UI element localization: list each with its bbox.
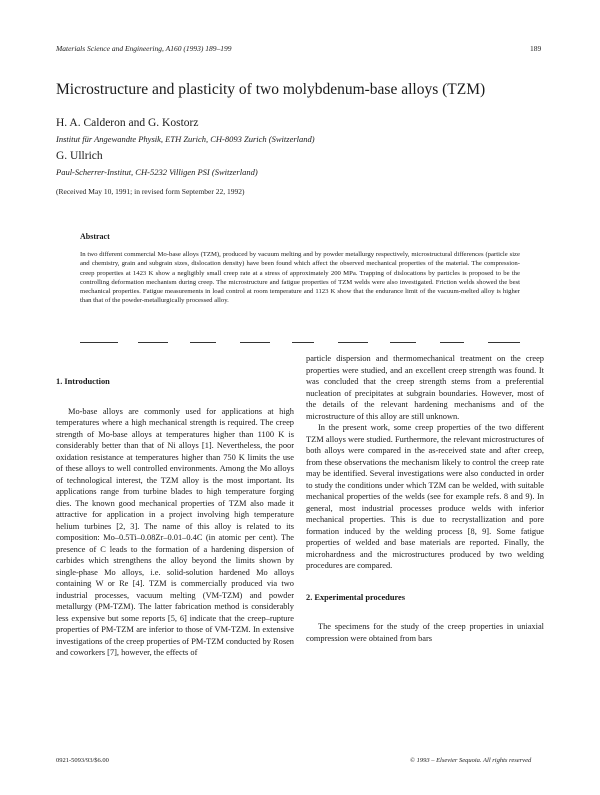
page-number: 189	[530, 44, 542, 53]
journal-citation: Materials Science and Engineering, A160 (1993) 189–199	[56, 44, 232, 53]
copyright-notice: © 1993 – Elsevier Sequoia. All rights reserved	[410, 757, 532, 764]
paper-title: Microstructure and plasticity of two molybdenum-base alloys (TZM)	[56, 81, 486, 98]
author-group-1: H. A. Calderon and G. Kostorz	[56, 117, 199, 129]
abstract-heading: Abstract	[80, 232, 110, 241]
introduction-paragraph: Mo-base alloys are commonly used for applications at high temperatures where a high mechanical strength is required. The creep strength of Mo-base alloys at temperatures higher than 1100 K is considerably better than that of Ni alloys [1]. Nevertheless, the poor oxidation resistance at temperatures higher than 750 K limits the use of these alloys to well controlled environments. Among the Mo alloys of technological interest, the TZM alloy is the most important. Its applications range from turbine blades to high temperature forging dies. The known good mechanical properties of TZM also made it attractive for application in a project involving high temperature helium turbines [2, 3]. The name of this alloy is related to its composition: Mo–0.5Ti–0.08Zr–0.01–0.4C (in atomic per cent). The presence of C leads to the formation of a hardening dispersion of carbides which strengthens the alloy beyond the limits shown by single-phase Mo alloys, i.e. solid-solution hardened Mo alloys containing W or Re [4]. TZM is commercially produced via two industrial processes, vacuum melting (VM-TZM) and powder metallurgy (PM-TZM). The latter fabrication method is considerably less expensive but some reports [5, 6] indicate that the creep–rupture properties of PM-TZM are inferior to those of VM-TZM. In extensive investigations of the creep properties of PM-TZM conducted by Rosen and coworkers [7], however, the effects of	[56, 406, 294, 657]
introduction-continuation: particle dispersion and thermomechanical treatment on the creep properties were studied, and an excellent creep strength was found. It was concluded that the creep strength stems from a preferential nucleation of precipitates at subgrain boundaries. However, most of the details of the relevant hardening mechanisms and of the microstructure of this alloy are still unknown.	[306, 354, 544, 421]
experimental-paragraph: The specimens for the study of the creep properties in uniaxial compression were obtained from bars	[306, 622, 544, 643]
received-dates: (Received May 10, 1991; in revised form September 22, 1992)	[56, 187, 245, 196]
introduction-heading: 1. Introduction	[56, 377, 110, 386]
experimental-heading: 2. Experimental procedures	[306, 592, 406, 602]
affiliation-1: Institut für Angewandte Physik, ETH Zurich, CH-8093 Zurich (Switzerland)	[56, 134, 315, 144]
right-column	[306, 353, 544, 644]
introduction-paragraph-2: In the present work, some creep properties of the two different TZM alloys were studied. Furthermore, the relevant microstructures of both alloys were compared in the as-received state and after creep, from these observations the mechanism likely to control the creep rate may be identified. Several investigations were also conducted in order to study the conditions under which TZM can be welded, with suitable mechanical properties of the welds (see for example refs. 8 and 9). In general, most industrial processes produce welds with inferior mechanical properties. This is due to recrystallization and pore formation induced by the welding process [8, 9]. Some fatigue properties of welded and base materials are reported. Finally, the microhardness and the microstructures produced by two welding procedures are compared.	[306, 423, 544, 570]
abstract-divider	[80, 342, 520, 343]
author-group-2: G. Ullrich	[56, 150, 103, 162]
left-column	[56, 376, 294, 659]
affiliation-2: Paul-Scherrer-Institut, CH-5232 Villigen PSI (Switzerland)	[56, 167, 258, 177]
issn-code: 0921-5093/93/$6.00	[56, 757, 109, 764]
abstract-text: In two different commercial Mo-base alloys (TZM), produced by vacuum melting and by powder metallurgy respectively, microstructural differences (particle size and chemistry, grain and subgrain sizes, dislocation density) have been found which affect the observed mechanical properties of the material. The compression-creep properties at 1423 K show a negligibly small creep rate at a stress of approximately 200 MPa. Trapping of dislocations by particles is proposed to be the controlling deformation mechanism during creep. The microstructure and fatigue properties of TZM welds were also investigated. Friction welds showed the best mechanical properties. Fatigue measurements in load control at room temperature and 1123 K show that the endurance limit of the vacuum-melted alloy is higher than that of the powder-metallurgically processed alloy.	[80, 251, 520, 305]
